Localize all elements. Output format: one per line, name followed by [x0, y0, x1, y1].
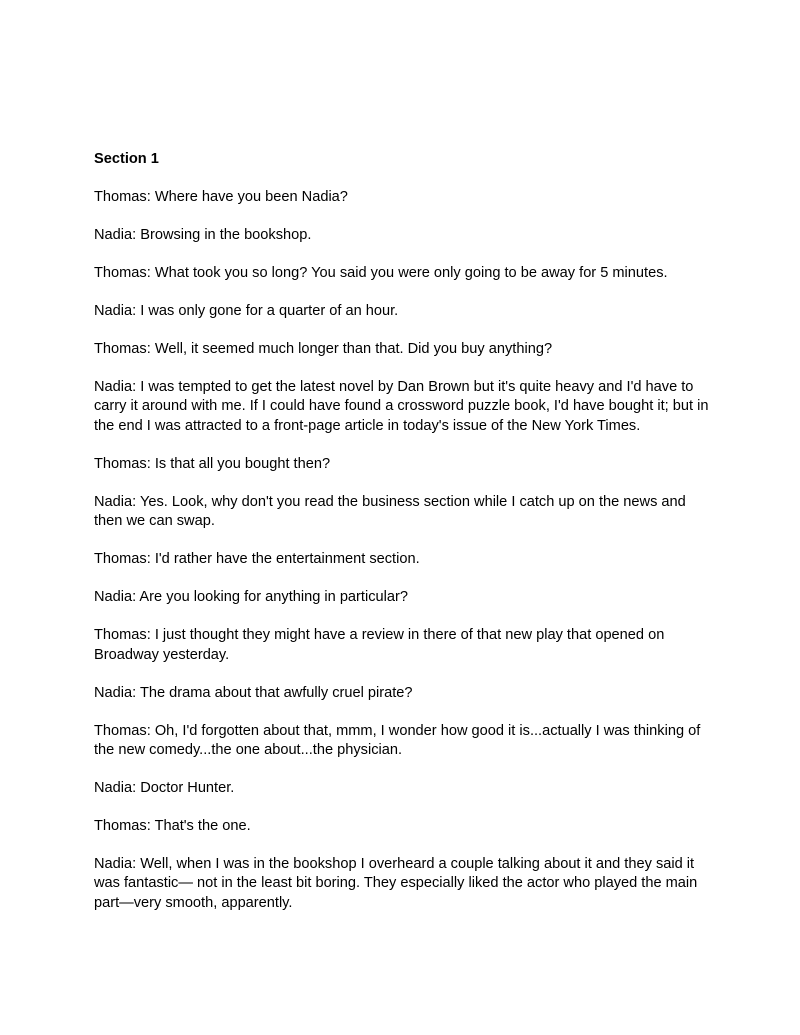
dialogue-line: Nadia: I was tempted to get the latest novel by Dan Brown but it's quite heavy and I'd have to carry it around with me. If I could have found a crossword puzzle book, I'd have bought it; but in the end I was attracted to a front-page article in today's issue of the New York Times. [94, 379, 709, 434]
dialogue-line: Nadia: Yes. Look, why don't you read the business section while I catch up on the news and then we can swap. [94, 493, 686, 530]
dialogue-line: Thomas: What took you so long? You said you were only going to be away for 5 minutes. [94, 265, 668, 281]
dialogue-line: Thomas: Well, it seemed much longer than that. Did you buy anything? [94, 341, 553, 357]
dialogue-line: Thomas: Is that all you bought then? [94, 455, 331, 472]
dialogue-line: Thomas: I'd rather have the entertainment section. [94, 551, 420, 568]
dialogue-line: Nadia: I was only gone for a quarter of an hour. [94, 303, 399, 319]
dialogue-line: Nadia: Well, when I was in the bookshop I overheard a couple talking about it and they said it was fantastic— not in the least bit boring. They especially liked the actor who played the main part—very smooth, apparently. [94, 856, 698, 911]
dialogue-line: Nadia: Are you looking for anything in particular? [94, 589, 408, 606]
dialogue-line: Thomas: Where have you been Nadia? [94, 189, 348, 205]
dialogue-line: Nadia: Doctor Hunter. [94, 780, 235, 797]
dialogue-line: Nadia: Browsing in the bookshop. [94, 227, 312, 243]
dialogue-line: Thomas: That's the one. [94, 818, 251, 835]
section-heading: Section 1 [94, 151, 159, 167]
dialogue-line: Thomas: I just thought they might have a review in there of that new play that opened on Broadway yesterday. [94, 627, 665, 663]
dialogue-line: Nadia: The drama about that awfully cruel pirate? [94, 684, 413, 701]
document-page [94, 150, 714, 932]
dialogue-line: Thomas: Oh, I'd forgotten about that, mmm, I wonder how good it is...actually I was thinking of the new comedy...the one about...the physician. [94, 722, 701, 759]
